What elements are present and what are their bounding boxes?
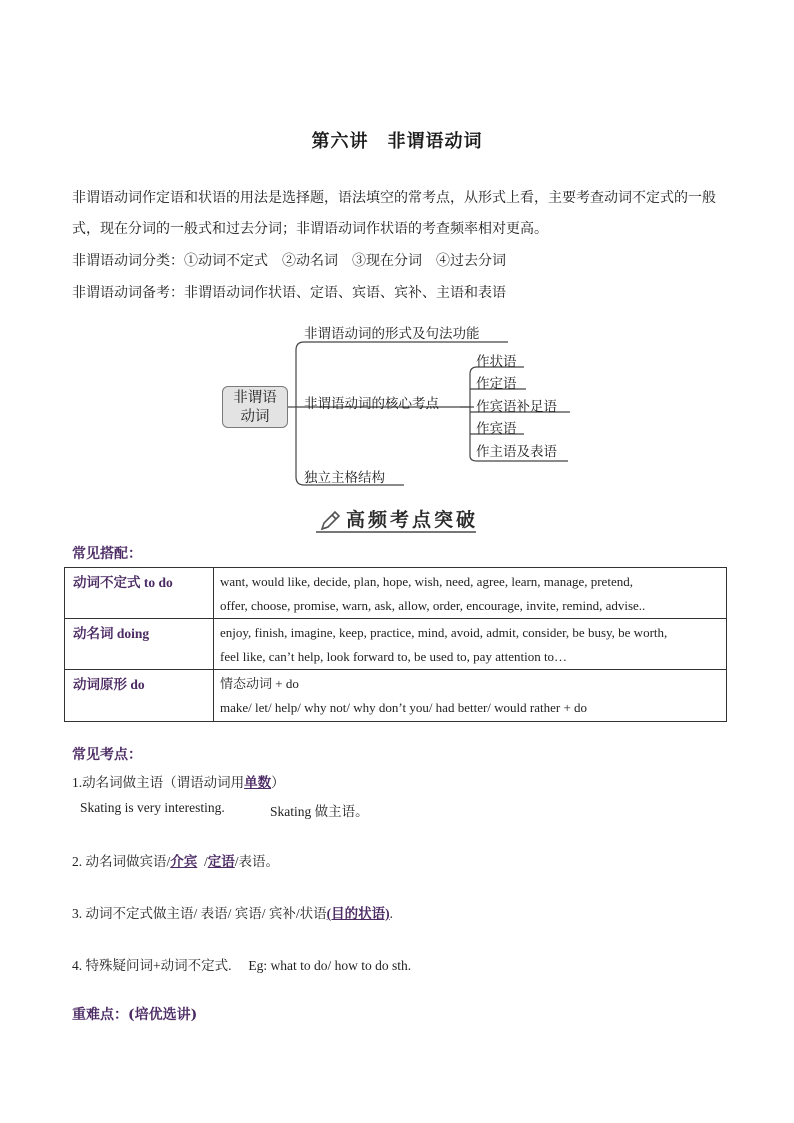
row-value-line: offer, choose, promise, warn, ask, allow, order, encourage, invite, remind, advise.. [220, 598, 646, 613]
point-1-underlined: 单数 [244, 775, 272, 790]
pencil-icon [318, 509, 342, 533]
leaf-subject-predicative: 作主语及表语 [476, 444, 557, 460]
point-3 [72, 902, 393, 922]
point-2-tail: /表语。 [234, 854, 280, 869]
mindmap-root-line1: 非谓语 [233, 390, 277, 406]
branch-core: 非谓语动词的核心考点 [304, 396, 439, 412]
points-heading: 常见考点： [72, 747, 142, 763]
point-2-sep: / [197, 854, 208, 869]
point-3-text: 3. 动词不定式做主语/ 表语/ 宾语/ 宾补/状语 [72, 906, 327, 921]
row-value [214, 568, 727, 619]
intro-line-2: 式，现在分词的一般式和过去分词；非谓语动词作状语的考查频率相对更高。 [72, 221, 548, 237]
row-value-line: enjoy, finish, imagine, keep, practice, mind, avoid, admit, consider, be busy, be worth, [220, 625, 668, 640]
table-row [65, 568, 727, 619]
point-2-underlined-1: 介宾 [170, 854, 198, 869]
section-title: 高频考点突破 [346, 509, 479, 531]
point-2-underlined-2: 定语 [207, 854, 235, 869]
point-3-tail: . [389, 906, 394, 921]
row-value-line: want, would like, decide, plan, hope, wish, need, agree, learn, manage, pretend, [220, 574, 633, 589]
point-1 [72, 771, 285, 791]
branch-form: 非谓语动词的形式及句法功能 [304, 326, 480, 342]
row-key: 动词不定式 to do [65, 568, 214, 619]
intro-preparation: 非谓语动词备考：非谓语动词作状语、定语、宾语、宾补、主语和表语 [72, 285, 506, 301]
leaf-adverbial: 作状语 [476, 354, 517, 370]
point-1-example: Skating is very interesting. [80, 800, 225, 815]
table-row [65, 670, 727, 722]
page-title: 第六讲 非谓语动词 [311, 131, 483, 152]
point-1-text: 1.动名词做主语（谓语动词用 [72, 775, 245, 790]
intro-line-1: 非谓语动词作定语和状语的用法是选择题，语法填空的常考点，从形式上看，主要考查动词不定式的一般 [72, 190, 716, 206]
point-3-underlined: (目的状语) [326, 906, 390, 921]
collocations-heading: 常见搭配： [72, 546, 142, 562]
row-value-line: feel like, can’t help, look forward to, be used to, pay attention to… [220, 649, 568, 664]
leaf-object: 作宾语 [476, 421, 517, 437]
row-value-line: 情态动词 + do [220, 676, 299, 691]
table-row [65, 619, 727, 670]
point-1-note: Skating 做主语。 [270, 804, 369, 819]
point-1-close: ） [271, 775, 285, 790]
row-value [214, 619, 727, 670]
leaf-object-complement: 作宾语补足语 [476, 399, 557, 415]
section-underline [316, 531, 476, 533]
point-4: 4. 特殊疑问词+动词不定式. Eg: what to do/ how to do sth. [72, 958, 412, 973]
leaf-attribute: 作定语 [476, 376, 517, 392]
mindmap-root-line2: 动词 [240, 409, 270, 425]
point-2 [72, 850, 279, 870]
difficult-heading: 重难点：(培优选讲) [72, 1007, 198, 1023]
intro-classification: 非谓语动词分类：①动词不定式 ②动名词 ③现在分词 ④过去分词 [72, 253, 506, 269]
point-2-text: 2. 动名词做宾语/ [72, 854, 171, 869]
collocations-table [64, 567, 727, 722]
row-value-line: make/ let/ help/ why not/ why don’t you/ had better/ would rather + do [220, 700, 588, 715]
row-value [214, 670, 727, 722]
branch-absolute: 独立主格结构 [304, 470, 385, 486]
row-key: 动名词 doing [65, 619, 214, 670]
mindmap-root [222, 386, 288, 428]
row-key: 动词原形 do [65, 670, 214, 722]
